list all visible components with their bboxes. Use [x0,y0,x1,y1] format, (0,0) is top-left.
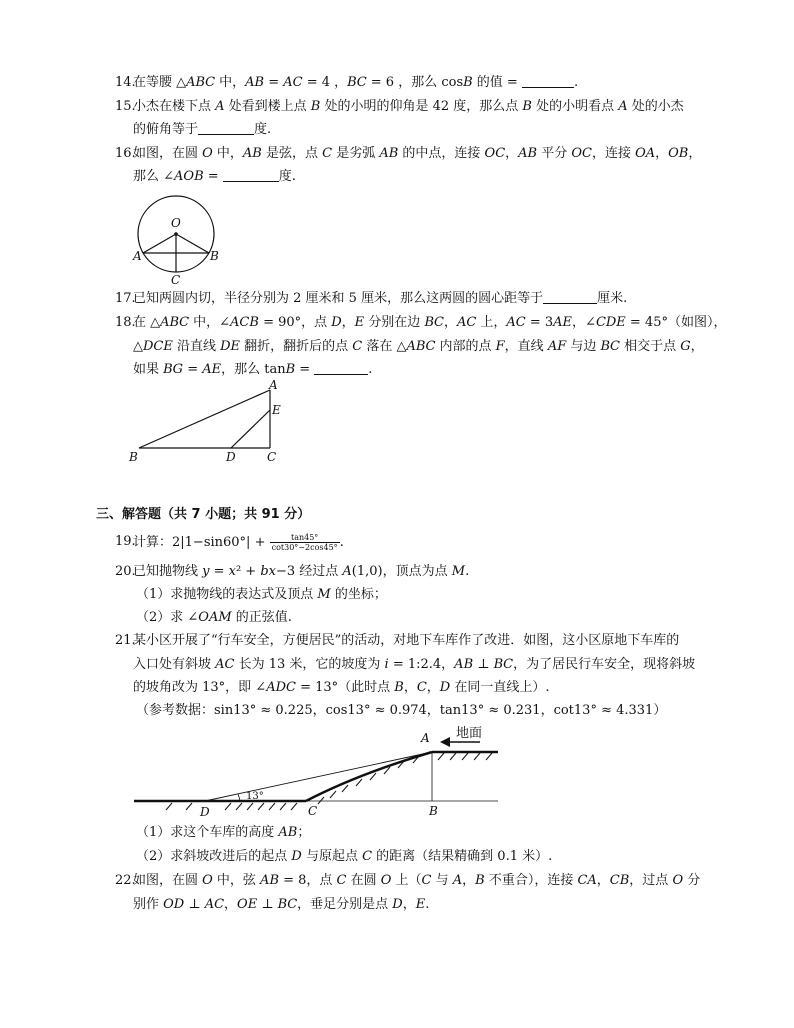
question-text [133,74,578,92]
fraction-denominator: cot30°−2cos45° [271,543,338,552]
question-18-post: . [368,362,373,377]
question-number: 21. [115,633,136,648]
fraction-numerator: tan45° [270,533,340,543]
question-14-end: . [573,75,579,90]
question-text [133,533,344,552]
question-17-pre: 已知两圆内切，半径分别为 2 厘米和 5 厘米，那么这两圆的圆心距等于 [133,291,544,306]
answer-blank[interactable] [543,290,597,304]
question-number: 16. [115,146,136,161]
label-e: E [272,403,281,417]
question-number: 17. [115,291,136,306]
label-a: A [269,380,278,392]
segment-oa [143,234,176,253]
question-text: 已知抛物线 𝑦 = 𝑥² + 𝑏𝑥−3 经过点 𝐴(1,0)，顶点为点 𝑀. [133,564,470,579]
question-text: 的坡角改为 13°，即 ∠𝐴𝐷𝐶 = 13°（此时点 𝐵，𝐶，𝐷 在同一直线上）. [133,680,550,695]
label-a: A [421,731,430,745]
question-16-pre: 那么 ∠𝐴𝑂𝐵 = [133,169,223,184]
question-text: 入口处有斜坡 𝐴𝐶 长为 13 米，它的坡度为 𝑖 = 1:2.4，𝐴𝐵 ⊥ 𝐵𝐶，为了居民行车安全，现将斜坡 [133,657,696,672]
center-point [174,232,178,236]
question-number: 20. [115,564,136,579]
label-d: D [200,805,210,819]
question-text: 如图，在圆 𝑂 中，弦 𝐴𝐵 = 8，点 𝐶 在圆 𝑂 上（𝐶 与 𝐴，𝐵 不重合），连接 𝐶𝐴，𝐶𝐵，过点 𝑂 分 [133,873,701,888]
label-b: B [429,804,438,818]
question-number: 19. [115,534,136,549]
question-17-post: 厘米. [597,291,628,306]
answer-blank[interactable] [522,74,574,88]
slope-hatch [318,756,419,804]
question-text [133,121,271,139]
slope-ac [306,752,432,801]
question-number: 14. [115,75,136,90]
question-15-post: 度. [254,122,272,137]
answer-blank[interactable] [223,168,279,182]
label-c: C [171,273,181,286]
sub-question: （2）求 ∠𝑂𝐴𝑀 的正弦值. [136,610,292,625]
sub-question: （2）求斜坡改进后的起点 𝐷 与原起点 𝐶 的距离（结果精确到 0.1 米）. [136,849,553,864]
section-title: 三、解答题（共 7 小题；共 91 分） [96,507,311,522]
fraction [270,533,340,552]
arrow-head-icon [440,737,450,747]
sub-question: （1）求抛物线的表达式及顶点 𝑀 的坐标； [136,587,387,602]
label-d: D [226,450,236,464]
label-b: B [210,249,219,263]
side-ab [139,390,270,448]
question-16-post: 度. [278,169,296,184]
question-text [133,290,627,308]
answer-blank[interactable] [198,121,254,135]
label-b: B [129,450,138,464]
question-text: 在 △𝐴𝐵𝐶 中，∠𝐴𝐶𝐵 = 90°，点 𝐷，𝐸 分别在边 𝐵𝐶，𝐴𝐶 上，𝐴𝐶 = 3𝐴𝐸，∠𝐶𝐷𝐸 = 45°（如图）， [133,315,727,330]
q21-ramp-figure [128,722,508,822]
label-o: O [171,216,181,230]
ground-hatch [166,803,297,810]
question-number: 15. [115,99,136,114]
label-angle: 13° [246,791,264,802]
label-c: C [267,450,277,464]
question-15-pre: 的俯角等于 [133,122,199,137]
label-a: A [133,249,142,263]
label-ground: 地面 [456,726,483,741]
reference-data: （参考数据：sin13° ≈ 0.225，cos13° ≈ 0.974，tan13° ≈ 0.231，cot13° ≈ 4.331） [136,703,667,718]
segment-ob [176,234,209,253]
question-text: 如图，在圆 𝑂 中，𝐴𝐵 是弦，点 𝐶 是劣弧 𝐴𝐵 的中点，连接 𝑂𝐶，𝐴𝐵 平分 𝑂𝐶，连接 𝑂𝐴，𝑂𝐵， [133,146,702,161]
question-text: △𝐷𝐶𝐸 沿直线 𝐷𝐸 翻折，翻折后的点 𝐶 落在 △𝐴𝐵𝐶 内部的点 𝐹，直线 𝐴𝐹 与边 𝐵𝐶 相交于点 𝐺， [133,339,704,354]
question-number: 18. [115,315,136,330]
q18-triangle-figure [125,380,295,466]
answer-blank[interactable] [314,361,368,375]
label-c: C [308,804,318,818]
question-19-post: . [339,535,344,550]
segment-de [231,410,270,448]
question-text: 小杰在楼下点 𝐴 处看到楼上点 𝐵 处的小明的仰角是 42 度，那么点 𝐵 处的小明看点 𝐴 处的小杰 [133,99,684,114]
question-18-pre: 如果 𝐵𝐺 = 𝐴𝐸，那么 tan𝐵 = [133,362,315,377]
question-text [133,361,372,379]
question-number: 22. [115,873,136,888]
question-text: 别作 𝑂𝐷 ⊥ 𝐴𝐶，𝑂𝐸 ⊥ 𝐵𝐶，垂足分别是点 𝐷，𝐸. [133,897,430,912]
question-19-pre: 计算：2|1−sin60°| + [133,535,270,550]
question-text [133,168,296,186]
question-text: 某小区开展了“行车安全，方便居民”的活动，对地下车库作了改进．如图，这小区原地下车库的 [133,633,680,648]
top-hatch [438,753,492,760]
sub-question: （1）求这个车库的高度 𝐴𝐵； [136,825,311,840]
q16-circle-figure [130,190,230,286]
question-14-text: 在等腰 △𝐴𝐵𝐶 中，𝐴𝐵 = 𝐴𝐶 = 4 ，𝐵𝐶 = 6 ，那么 cos𝐵 的值 = [133,75,522,90]
